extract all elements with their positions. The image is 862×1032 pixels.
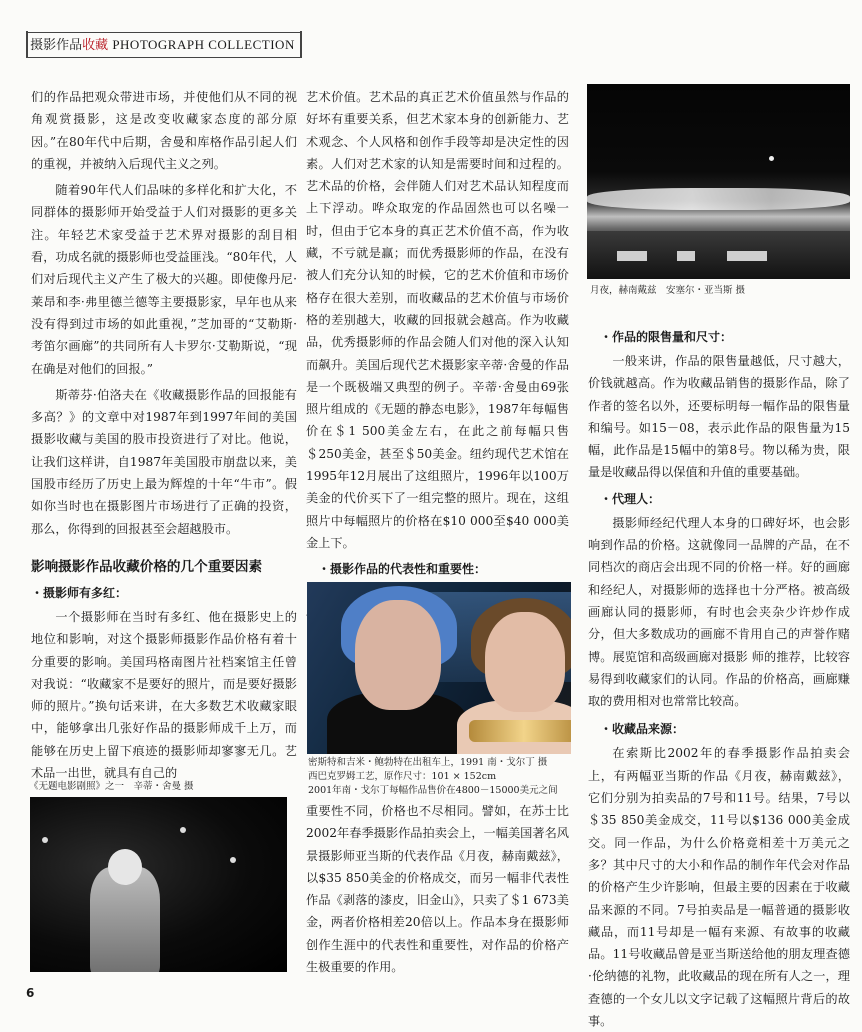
caption-night-photo: 《无题电影剧照》之一 辛蒂・舍曼 摄 xyxy=(29,781,194,792)
col1-paragraph-1: 们的作品把观众带进市场，并使他们从不同的视角观赏摄影，这是改变收藏家态度的部分原因。”在80年代中后期，舍曼和库格作品引起人们的重视，并被纳入后现代主义之列。 xyxy=(31,90,297,171)
running-header xyxy=(26,32,302,58)
col3-paragraph-1: 一般来讲，作品的限售量越低，尺寸越大，价钱就越高。作为收藏品销售的摄影作品，除了作者的签名以外，还要标明每一幅作品的限售量和编号。如15－08，表示此作品的限售量为15幅，此作品是15幅中的第8号。物以稀为贵，限量是收藏品得以保值和升值的重要基础。 xyxy=(588,354,850,480)
subheading-provenance: ・收藏品来源： xyxy=(600,722,685,737)
col2-paragraph-1: 艺术价值。艺术品的真正艺术价值虽然与作品的好坏有重要关系，但艺术家本身的创新能力、艺术观念、个人风格和创作手段等却是决定性的因素。人们对艺术家的认知是需要时间和过程的。艺术品的价格，会伴随人们对艺术品认知程度而上下浮动。哗众取宠的作品固然也可以名噪一时，但由于它本身的真正艺术价值不高，作为收藏，不亏就是赢；而优秀摄影师的作品，在没有被人们充分认知的时候，它的艺术价值和市场价格存在很大差别，而收藏品的艺术价值与市场价格的差别越大，收藏的回报就会越高。作为收藏品，优秀摄影师的作品会随人们对他的深入认知而飙升。美国后现代艺术摄影家辛蒂·舍曼的作品是一个既极端又典型的例子。辛蒂·舍曼由69张照片组成的《无题的静态电影》，1987年每幅售价在＄1 500美金左右，在此之前每幅只售＄250美金，甚至＄50美金。纽约现代艺术馆在1995年12月展出了这组照片，1996年以100万美金的代价买下了一组完整的照片。现在，这组照片中每幅照片的价格在$10 000至$40 000美金上下。 xyxy=(306,90,569,550)
subheading-representativeness: ・摄影作品的代表性和重要性： xyxy=(318,562,487,577)
col3-paragraph-2: 摄影师经纪代理人本身的口碑好坏，也会影响到作品的价格。这就像同一品牌的产品，在不同档次的商店会出现不同的价格一样。好的画廊和经纪人，对摄影师的选择也十分严格。被高级画廊认同的摄影师，有时也会夹杂少许炒作成分，但大多数成功的画廊不肯用自己的声誉作赌博。展览馆和高级画廊对摄影 师的推荐，比较容易得到收藏家们的认同。作品的价格高，画廊赚取的费用相对也常常比较高。 xyxy=(588,515,850,709)
subheading-edition-size: ・作品的限售量和尺寸： xyxy=(600,330,733,344)
column-2-continued xyxy=(306,800,569,978)
col3-paragraph-3: 在索斯比2002年的春季摄影作品拍卖会上，有两幅亚当斯的作品《月夜，赫南戴兹》，它们分别为拍卖品的7号和11号。结果，7号以＄35 850美金成交，11号以$136 000美金成交。同一作品，为什么价格竟相差十万美元之多？其中尺寸的大小和作品的制作年代会对作品的价格产生少许影响，但最主要的因素在于收藏品来源的不同。7号拍卖品是一幅普通的摄影收藏品，而11号却是一幅有来源、有故事的收藏品。11号收藏品曾是亚当斯送给他的朋友理查德·伦纳德的礼物，此收藏品的现在所有人之一，理查德的一个女儿以文字记载了这幅照片背后的故事。 xyxy=(588,746,850,1029)
header-cn-accent: 收藏 xyxy=(82,38,109,53)
header-en-title: PHOTOGRAPH COLLECTION xyxy=(112,37,295,52)
header-cn-prefix: 摄影作品 xyxy=(30,38,83,53)
photo-untitled-film-still xyxy=(30,797,287,972)
section-heading: 影响摄影作品收藏价格的几个重要因素 xyxy=(31,558,263,575)
caption-moon-photo: 月夜，赫南戴兹 安塞尔・亚当斯 摄 xyxy=(590,285,746,296)
col1-paragraph-2: 随着90年代人们品味的多样化和扩大化，不同群体的摄影师开始受益于人们对摄影的更多关注。年轻艺术家受益于艺术界对摄影的刮目相看，功成名就的摄影师也受益匪浅。“80年代，人们对后现代主义产生了极大的兴趣。即使像丹尼·莱昂和李·弗里德兰德等主要摄影家，早年也从来没有得到过市场的如此重视，”芝加哥的“艾勒斯·考笛尔画廊”的共同所有人卡罗尔·艾勒斯说，“现在确是对他们的回报。” xyxy=(31,183,297,376)
col1-paragraph-4: 一个摄影师在当时有多红、他在摄影史上的地位和影响，对这个摄影师摄影作品价格有着十分重要的影响。美国玛格南图片社档案馆主任曾对我说：“收藏家不是要好的照片，而是要好摄影师的照片。”换句话来讲，在大多数艺术收藏家眼中，能够拿出几张好作品的摄影师成千上万，而能够在历史上留下痕迹的摄影师却寥寥无几。艺术品一出世，就具有自己的 xyxy=(31,609,297,781)
page-number: 6 xyxy=(26,986,35,1000)
column-3 xyxy=(588,322,850,1032)
subheading-popularity: ・摄影师有多红： xyxy=(31,585,128,600)
subheading-agent: ・代理人： xyxy=(600,491,661,506)
photo-taxi-portrait xyxy=(307,582,571,754)
caption-taxi-line-1: 密斯特和吉米・鲍勃特在出租车上，1991 南・戈尔丁 摄 xyxy=(308,757,548,768)
header-right-rule xyxy=(300,31,302,57)
caption-taxi-line-2: 西巴克罗姆工艺，原作尺寸：101 × 152cm xyxy=(308,771,497,782)
col2-paragraph-3: 重要性不同，价格也不尽相同。譬如，在苏士比2002年春季摄影作品拍卖会上，一幅美国著名风景摄影师亚当斯的代表作品《月夜，赫南戴兹》，以$35 850美金的价格成交，而另一幅非代表性作品《剥落的漆皮，旧金山》，只卖了＄1 673美金，两者价格相差20倍以上。作品本身在摄影师创作生涯中的代表性和重要性，对作品的价格产生极重要的作用。 xyxy=(306,804,569,975)
photo-moonrise-hernandez xyxy=(587,84,850,279)
column-1 xyxy=(31,86,297,784)
column-2 xyxy=(306,86,569,627)
caption-taxi-line-3: 2001年南・戈尔丁每幅作品售价在4800－15000美元之间 xyxy=(308,785,558,796)
col1-paragraph-3: 斯蒂芬·伯洛夫在《收藏摄影作品的回报能有多高？》的文章中对1987年到1997年间的美国摄影收藏与美国的股市投资进行了对比。他说，让我们这样讲，自1987年美国股市崩盘以来，美国股市经历了历史上最为辉煌的十年“牛市”。假如你当时也在摄影图片市场进行了正确的投资，那么，你得到的回报甚至会超越股市。 xyxy=(31,387,297,536)
caption-taxi-photo xyxy=(308,756,574,798)
